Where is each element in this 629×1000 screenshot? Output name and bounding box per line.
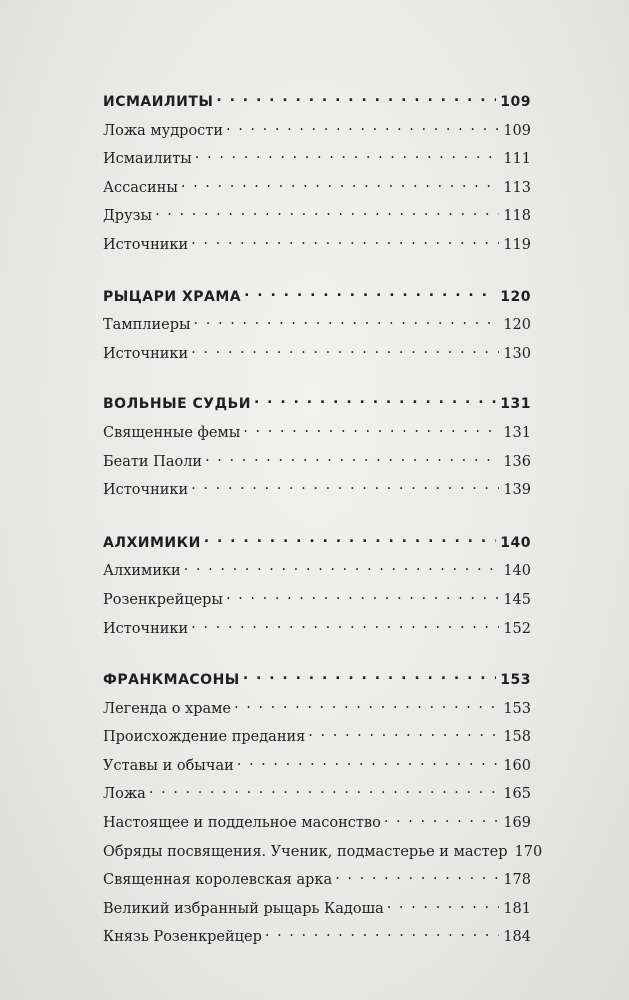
toc-entry <box>103 838 543 867</box>
toc-entry <box>103 866 531 895</box>
toc-heading <box>103 283 531 312</box>
leader-dots <box>243 666 496 684</box>
toc-page-number: 113 <box>503 179 531 196</box>
toc-entry-label: Алхимики <box>103 563 181 580</box>
toc-page-number: 131 <box>500 396 531 413</box>
toc-heading <box>103 88 531 117</box>
leader-dots <box>181 174 499 192</box>
toc-entry-label: Священная королевская арка <box>103 872 333 889</box>
toc-page-number: 169 <box>503 815 531 832</box>
section-spacer <box>103 260 531 283</box>
toc-heading-label: ФРАНКМАСОНЫ <box>103 672 240 689</box>
leader-dots <box>191 476 499 494</box>
toc-entry-label: Ложа мудрости <box>103 122 223 139</box>
toc-entry-label: Тамплиеры <box>103 317 191 334</box>
toc-heading-label: ВОЛЬНЫЕ СУДЬИ <box>103 396 251 413</box>
toc-page-number: 120 <box>500 288 531 305</box>
leader-dots <box>204 529 496 547</box>
toc-page-number: 119 <box>503 236 531 253</box>
leader-dots <box>155 202 499 220</box>
toc-entry <box>103 809 531 838</box>
toc-entry <box>103 145 531 174</box>
table-of-contents <box>103 88 543 952</box>
toc-page-number: 111 <box>503 151 531 168</box>
leader-dots <box>244 283 496 301</box>
toc-entry <box>103 340 531 369</box>
toc-entry <box>103 419 531 448</box>
toc-entry <box>103 557 531 586</box>
toc-entry <box>103 202 531 231</box>
toc-heading-label: ИСМАИЛИТЫ <box>103 94 214 110</box>
toc-heading <box>103 529 531 558</box>
toc-page-number: 109 <box>503 122 531 139</box>
leader-dots <box>191 340 499 358</box>
toc-section-ismailites <box>103 88 531 260</box>
toc-heading-label: РЫЦАРИ ХРАМА <box>103 288 242 305</box>
toc-entry-label: Священные фемы <box>103 424 241 441</box>
leader-dots <box>384 809 499 827</box>
toc-page-number: 145 <box>503 591 531 608</box>
toc-entry-label: Друзы <box>103 208 153 225</box>
toc-entry-label: Розенкрейцеры <box>103 591 223 608</box>
toc-entry <box>103 780 531 809</box>
toc-section-freemasons <box>103 666 543 952</box>
toc-entry <box>103 586 531 615</box>
toc-page-number: 153 <box>503 700 531 717</box>
leader-dots <box>184 557 500 575</box>
toc-page-number: 158 <box>503 729 531 746</box>
toc-entry-label: Обряды посвящения. Ученик, подмастерье и мастер <box>103 843 508 860</box>
toc-page-number: 140 <box>500 534 531 551</box>
toc-page-number: 178 <box>503 872 531 889</box>
toc-entry <box>103 311 531 340</box>
toc-page-number: 109 <box>500 94 531 110</box>
leader-dots <box>226 117 499 135</box>
toc-page-number: 170 <box>514 843 543 860</box>
toc-entry-label: Настоящее и поддельное масонство <box>103 815 381 832</box>
toc-section-free-judges <box>103 390 531 504</box>
toc-entry-label: Источники <box>103 482 189 499</box>
leader-dots <box>243 419 499 437</box>
toc-page-number: 120 <box>503 317 531 334</box>
toc-page-number: 136 <box>503 453 531 470</box>
toc-entry <box>103 174 531 203</box>
toc-entry-label: Князь Розенкрейцер <box>103 929 262 946</box>
toc-page-number: 131 <box>503 424 531 441</box>
toc-entry <box>103 448 531 477</box>
leader-dots <box>205 448 499 466</box>
toc-entry <box>103 752 531 781</box>
leader-dots <box>149 780 499 798</box>
leader-dots <box>216 88 496 106</box>
toc-page-number: 160 <box>503 757 531 774</box>
section-spacer <box>103 368 531 390</box>
leader-dots <box>191 231 499 249</box>
toc-entry <box>103 923 531 952</box>
toc-page-number: 152 <box>503 620 531 637</box>
leader-dots <box>254 390 496 408</box>
toc-page-number: 181 <box>503 900 531 917</box>
toc-entry-label: Источники <box>103 345 189 362</box>
leader-dots <box>194 311 500 329</box>
toc-entry-label: Ассасины <box>103 179 178 196</box>
leader-dots <box>387 895 500 913</box>
toc-page-number: 184 <box>503 929 531 946</box>
toc-entry <box>103 615 531 644</box>
toc-entry-label: Беати Паоли <box>103 453 203 470</box>
toc-page-number: 139 <box>503 482 531 499</box>
leader-dots <box>234 695 499 713</box>
toc-page-number: 130 <box>503 345 531 362</box>
toc-entry-label: Источники <box>103 620 189 637</box>
toc-entry <box>103 231 531 260</box>
toc-page-number: 140 <box>503 563 531 580</box>
toc-page-number: 165 <box>503 786 531 803</box>
toc-page-number: 118 <box>503 208 531 225</box>
leader-dots <box>265 923 499 941</box>
toc-entry <box>103 723 531 752</box>
leader-dots <box>191 615 499 633</box>
toc-entry-label: Легенда о храме <box>103 700 232 717</box>
toc-heading <box>103 390 531 419</box>
leader-dots <box>195 145 500 163</box>
toc-entry <box>103 476 531 505</box>
section-spacer <box>103 505 531 529</box>
toc-entry-label: Происхождение предания <box>103 729 306 746</box>
toc-entry <box>103 117 531 146</box>
toc-heading <box>103 666 531 695</box>
toc-section-alchemists <box>103 529 531 643</box>
toc-heading-label: АЛХИМИКИ <box>103 534 201 551</box>
toc-section-templars <box>103 283 531 369</box>
toc-entry-label: Источники <box>103 236 189 253</box>
toc-entry-label: Великий избранный рыцарь Кадоша <box>103 900 384 917</box>
toc-page-number: 153 <box>500 672 531 689</box>
toc-entry-label: Уставы и обычаи <box>103 757 234 774</box>
leader-dots <box>226 586 499 604</box>
leader-dots <box>237 752 500 770</box>
leader-dots <box>308 723 499 741</box>
toc-entry <box>103 895 531 924</box>
section-spacer <box>103 643 531 666</box>
toc-entry <box>103 695 531 724</box>
toc-entry-label: Исмаилиты <box>103 151 192 168</box>
toc-entry-label: Ложа <box>103 786 146 803</box>
leader-dots <box>335 866 499 884</box>
